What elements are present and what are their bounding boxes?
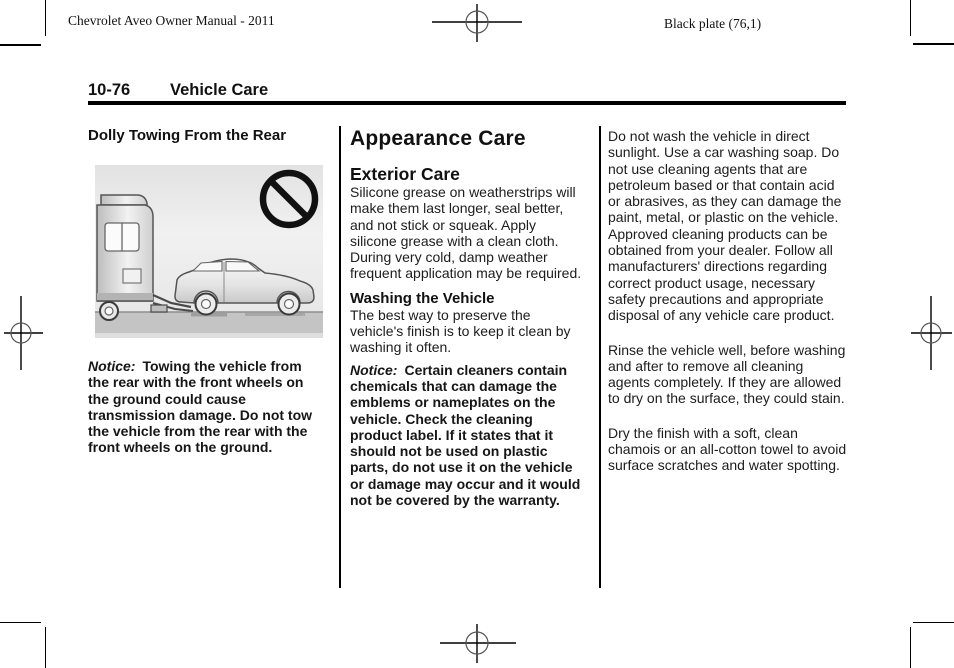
exterior-care-paragraph: Silicone grease on weatherstrips will make them last longer, seal better, and not stick or squeak. Apply silicone grease with a clean cloth. During very cold, damp weather frequent application may be required. (350, 184, 582, 282)
car-front-wheel-hub (285, 300, 294, 309)
column-2 (350, 127, 586, 508)
header-rule (88, 101, 846, 105)
washing-the-vehicle-heading: Washing the Vehicle (350, 289, 495, 307)
column-3 (608, 128, 848, 492)
cleaners-notice (350, 362, 586, 509)
page-number: 10-76 (88, 81, 131, 99)
notice-label: Notice: (350, 361, 398, 378)
dolly-towing-heading: Dolly Towing From the Rear (88, 127, 287, 144)
notice-text: Certain cleaners contain chemicals that can damage the emblems or nameplates on the vehicle. Check the cleaning product label. If it states that it should not be used on plastic parts, do not use it on the vehicle or damage may occur and it would not be covered by the warranty. (350, 361, 581, 509)
washing-directions-paragraph: Do not wash the vehicle in direct sunlight. Use a car washing soap. Do not use cleaning agents that are petroleum based or that contain acid or abrasives, as they can damage the paint, metal, or plastic on the vehicle. Approved cleaning products can be obtained from your dealer. Follow all manufacturers' directions regarding correct product usage, necessary safety precautions and appropriate disposal of any vehicle care product. (608, 128, 842, 324)
car-rear-wheel-hub (202, 300, 211, 309)
crop-mark-top-right-horizontal (913, 43, 954, 45)
notice-label: Notice: (88, 358, 136, 374)
no-dolly-towing-from-rear-illustration (95, 165, 323, 338)
crop-mark-top-right-vertical (910, 0, 912, 36)
registration-mark-left (0, 293, 46, 373)
notice-text: Towing the vehicle from the rear with the front wheels on the ground could cause transmission damage. Do not tow the vehicle from the rear with the front wheels on the ground. (88, 358, 313, 456)
print-header-left: Chevrolet Aveo Owner Manual - 2011 (68, 13, 275, 28)
crop-mark-top-left-horizontal (0, 44, 41, 46)
column-1 (88, 127, 324, 456)
crop-mark-top-left-vertical (45, 0, 47, 36)
column-divider-2 (599, 126, 601, 588)
appearance-care-heading: Appearance Care (350, 127, 526, 150)
crop-mark-bottom-left-horizontal (0, 622, 41, 624)
crop-mark-bottom-right-vertical (910, 627, 912, 668)
washing-paragraph: The best way to preserve the vehicle's finish is to keep it clean by washing it often. (350, 306, 571, 356)
exterior-care-heading: Exterior Care (350, 164, 460, 184)
page-section-title: Vehicle Care (170, 81, 269, 99)
registration-mark-right (908, 293, 954, 373)
motorhome-wheel-hub (105, 307, 113, 315)
crop-mark-bottom-left-vertical (45, 627, 47, 668)
registration-mark-bottom-center (432, 621, 522, 667)
motorhome (97, 195, 153, 301)
print-header-right: Black plate (76,1) (664, 16, 762, 31)
rinse-paragraph: Rinse the vehicle well, before washing and after to remove all cleaning agents completely. If they are allowed to dry on the surface, they could stain. (608, 341, 846, 407)
column-divider-1 (339, 126, 341, 588)
crop-mark-bottom-right-horizontal (913, 622, 954, 624)
registration-mark-top-center (432, 0, 522, 46)
dolly-towing-figure (88, 165, 324, 338)
dry-finish-paragraph: Dry the finish with a soft, clean chamois or an all-cotton towel to avoid surface scratches and water spotting. (608, 424, 847, 474)
dolly-towing-notice (88, 358, 324, 456)
